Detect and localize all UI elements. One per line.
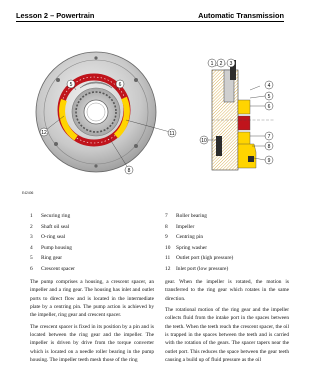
legend-number: 2 [30,223,33,230]
legend-label: Centring pin [176,234,204,241]
body-paragraph: The crescent spacer is fixed in its position by a pin and is located between the ring gear and the impeller. The impeller is driven by drive from the torque converter which is located on a needle roller bearing in the pump housing. The impeller teeth mesh those of the ring [30,323,154,363]
svg-text:2: 2 [219,60,223,67]
body-paragraph: The pump comprises a housing, a crescent spacer, an impeller and a ring gear. The housing has inlet and outlet ports to direct flow and is located in the intermediate plate by a centring pin. The pump action is achieved by the impeller, ring gear and crescent spacer. [30,279,154,319]
legend-label: Crescent spacer [41,265,75,272]
section-title: Automatic Transmission [198,11,284,20]
body-paragraph: The rotational motion of the ring gear and the impeller collects fluid from the intake port in the spaces between the teeth. When the teeth reach the crescent spacer, the oil is trapped in the spaces between the teeth and is carried with the rotation of the gears. The spacer tapers near the outlet port. This reduces the space between the gear teeth causing a build up of fluid pressure as the oil [165,307,289,363]
legend-item [30,222,75,233]
page-header [16,6,284,20]
figure-code: E42406 [22,191,34,195]
pump-illustration [16,40,284,200]
legend-left [30,211,75,274]
pump-front-view [36,52,156,172]
legend-item [165,222,233,233]
legend-item [30,264,75,275]
legend-number: 3 [30,234,33,241]
legend-number: 9 [165,234,168,241]
svg-text:10: 10 [201,137,207,144]
legend-item [30,232,75,243]
svg-text:6: 6 [267,103,271,110]
legend-item [30,243,75,254]
legend-label: Shaft oil seal [41,223,70,230]
legend-number: 11 [165,255,171,262]
pump-cross-section [212,60,274,170]
lesson-title: Lesson 2 – Powertrain [16,11,95,20]
legend-item [165,211,233,222]
svg-text:9: 9 [267,157,271,164]
svg-text:1: 1 [210,60,214,67]
legend-label: Pump housing [41,244,73,251]
legend-item [30,253,75,264]
svg-text:12: 12 [41,129,47,136]
legend-item [165,243,233,254]
legend-number: 7 [165,213,168,220]
body-column-left [30,278,154,367]
legend-label: Securing ring [41,213,71,220]
svg-text:5: 5 [69,81,73,88]
svg-text:6: 6 [118,81,122,88]
svg-text:8: 8 [267,143,271,150]
legend-label: Ring gear [41,255,63,262]
legend-number: 5 [30,255,33,262]
legend-label: O-ring seal [41,234,66,241]
svg-text:5: 5 [267,93,271,100]
svg-text:7: 7 [267,133,271,140]
legend-number: 1 [30,213,33,220]
legend-item [165,253,233,264]
svg-text:3: 3 [229,60,233,67]
legend-number: 10 [165,244,171,251]
body-paragraph: gear. When the impeller is rotated, the motion is transferred to the ring gear which rotates in the same direction. [165,279,289,302]
svg-text:4: 4 [267,82,271,89]
legend-number: 8 [165,223,168,230]
svg-text:11: 11 [169,130,175,137]
legend-right [165,211,233,274]
legend-item [165,264,233,275]
legend-label: Inlet port (low pressure) [176,265,229,272]
legend-number: 4 [30,244,33,251]
legend-number: 12 [165,265,171,272]
legend-label: Roller bearing [176,213,207,220]
legend-number: 6 [30,265,33,272]
header-rule [16,21,284,22]
svg-text:8: 8 [127,167,131,174]
legend-label: Outlet port (high pressure) [176,255,234,262]
body-column-right [165,278,289,367]
legend-item [165,232,233,243]
legend-item [30,211,75,222]
legend-label: Spring washer [176,244,207,251]
legend-label: Impeller [176,223,195,230]
pump-figure [16,40,284,200]
